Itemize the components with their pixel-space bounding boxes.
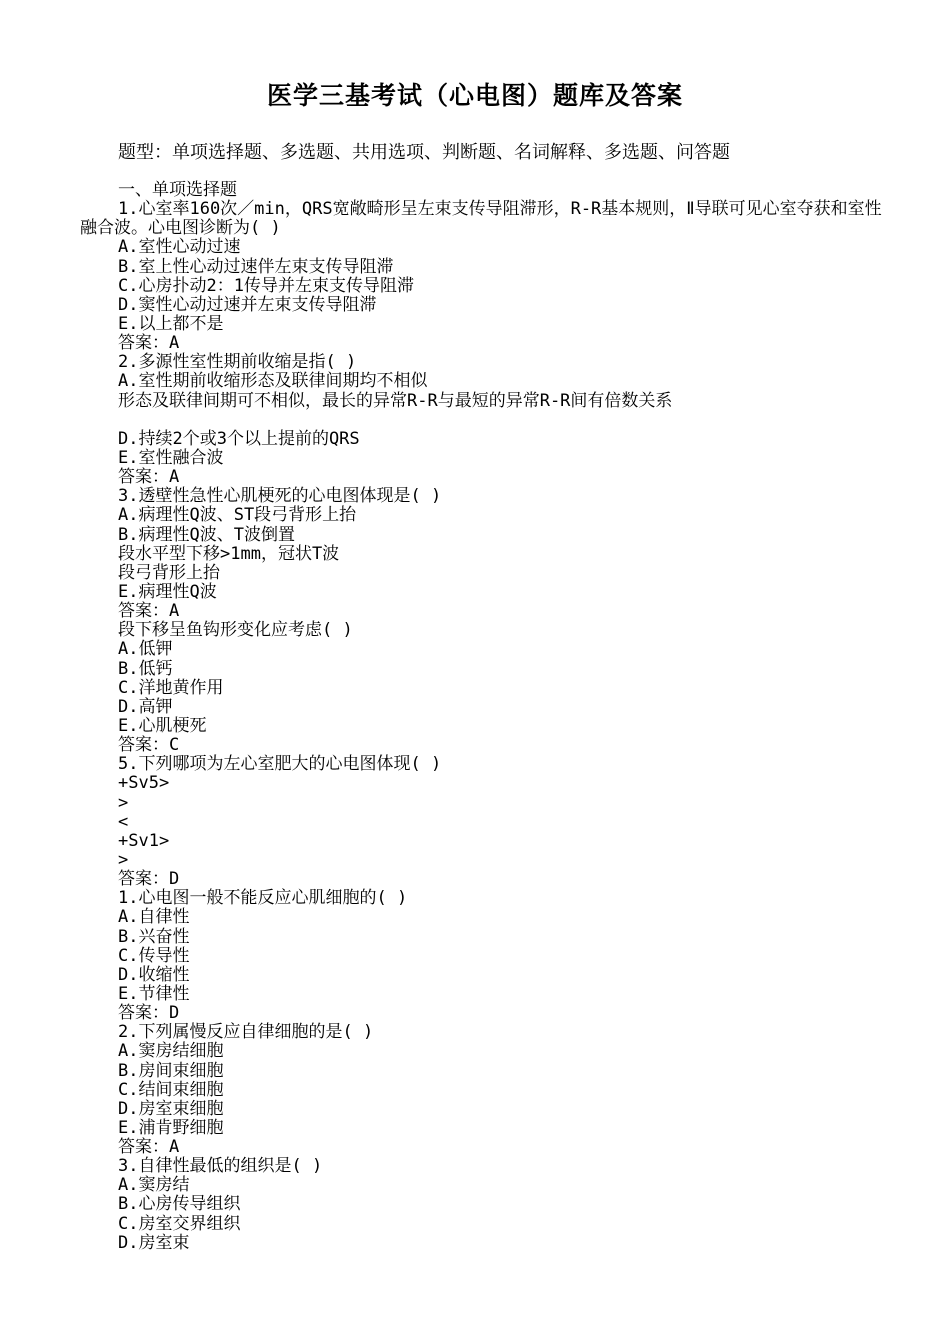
text-line: D.高钾 <box>118 696 173 717</box>
text-line: E.室性融合波 <box>118 448 224 468</box>
text-line: C.房室交界组织 <box>118 1213 241 1234</box>
text-line: 答案：A <box>118 333 180 354</box>
text-line: A.室性心动过速 <box>118 237 241 258</box>
text-line: 段水平型下移>1mm，冠状T波 <box>118 543 340 564</box>
text-line: D.房室束 <box>118 1232 190 1253</box>
text-line: 5.下列哪项为左心室肥大的心电图体现( ) <box>118 754 442 775</box>
text-line: B.兴奋性 <box>118 926 190 947</box>
text-line: 3.自律性最低的组织是( ) <box>118 1156 323 1177</box>
text-line: B.病理性Q波、T波倒置 <box>118 524 295 545</box>
text-line: 答案：A <box>118 601 180 622</box>
text-line: A.低钾 <box>118 639 173 660</box>
text-line: A.窦房结 <box>118 1175 190 1196</box>
text-line: 2.下列属慢反应自律细胞的是( ) <box>118 1022 374 1043</box>
text-line: +Sv5> <box>118 773 170 794</box>
text-line: D.房室束细胞 <box>118 1098 224 1119</box>
text-line: 2.多源性室性期前收缩是指( ) <box>118 352 357 373</box>
text-line: A.室性期前收缩形态及联律间期均不相似 <box>118 371 428 392</box>
text-line: A.窦房结细胞 <box>118 1041 224 1062</box>
text-line: 答案：D <box>118 869 180 890</box>
text-line: E.节律性 <box>118 983 190 1004</box>
page-title: 医学三基考试（心电图）题库及答案 <box>266 81 683 110</box>
text-line: E.以上都不是 <box>118 314 224 335</box>
text-line: 3.透壁性急性心肌梗死的心电图体现是( ) <box>118 486 442 507</box>
text-line: 答案：A <box>118 467 180 488</box>
text-line: E.浦肯野细胞 <box>118 1117 224 1138</box>
text-line: 段下移呈鱼钩形变化应考虑( ) <box>118 620 353 641</box>
text-line: 形态及联律间期可不相似，最长的异常R-R与最短的异常R-R间有倍数关系 <box>118 390 673 411</box>
text-line: 段弓背形上抬 <box>118 562 220 583</box>
text-line: B.心房传导组织 <box>118 1194 241 1215</box>
text-line: 答案：A <box>118 1137 180 1158</box>
text-line: > <box>118 792 129 813</box>
text-line: < <box>118 811 129 832</box>
text-line: A.病理性Q波、ST段弓背形上抬 <box>118 505 357 526</box>
text-line: B.室上性心动过速伴左束支传导阻滞 <box>118 256 394 277</box>
text-line: D.收缩性 <box>118 964 190 985</box>
text-line: C.传导性 <box>118 945 190 966</box>
text-line: D.窦性心动过速并左束支传导阻滞 <box>118 294 377 315</box>
text-line: 答案：C <box>118 735 180 756</box>
text-line: D.持续2个或3个以上提前的QRS <box>118 428 360 449</box>
text-line: 1.心室率160次／min，QRS宽敞畸形呈左束支传导阻滞形，R-R基本规则，Ⅱ导联可见心室夺获和室性融合波。心电图诊断为( ) <box>80 199 882 239</box>
text-line: 1.心电图一般不能反应心肌细胞的( ) <box>118 888 408 909</box>
text-line: 一、单项选择题 <box>118 180 237 200</box>
text-line: E.心肌梗死 <box>118 715 207 736</box>
text-line: B.低钙 <box>118 658 173 679</box>
text-line: E.病理性Q波 <box>118 581 217 602</box>
text-line: +Sv1> <box>118 830 170 851</box>
text-line <box>80 411 890 430</box>
question-types: 题型：单项选择题、多选题、共用选项、判断题、名词解释、多选题、问答题 <box>118 142 730 163</box>
text-line: 答案：D <box>118 1003 180 1024</box>
text-line: A.自律性 <box>118 907 190 928</box>
text-line: B.房间束细胞 <box>118 1060 224 1081</box>
text-line: > <box>118 849 129 870</box>
document-body <box>80 181 890 1253</box>
text-line: C.心房扑动2：1传导并左束支传导阻滞 <box>118 275 414 296</box>
text-line: C.结间束细胞 <box>118 1079 224 1100</box>
text-line: C.洋地黄作用 <box>118 677 224 698</box>
